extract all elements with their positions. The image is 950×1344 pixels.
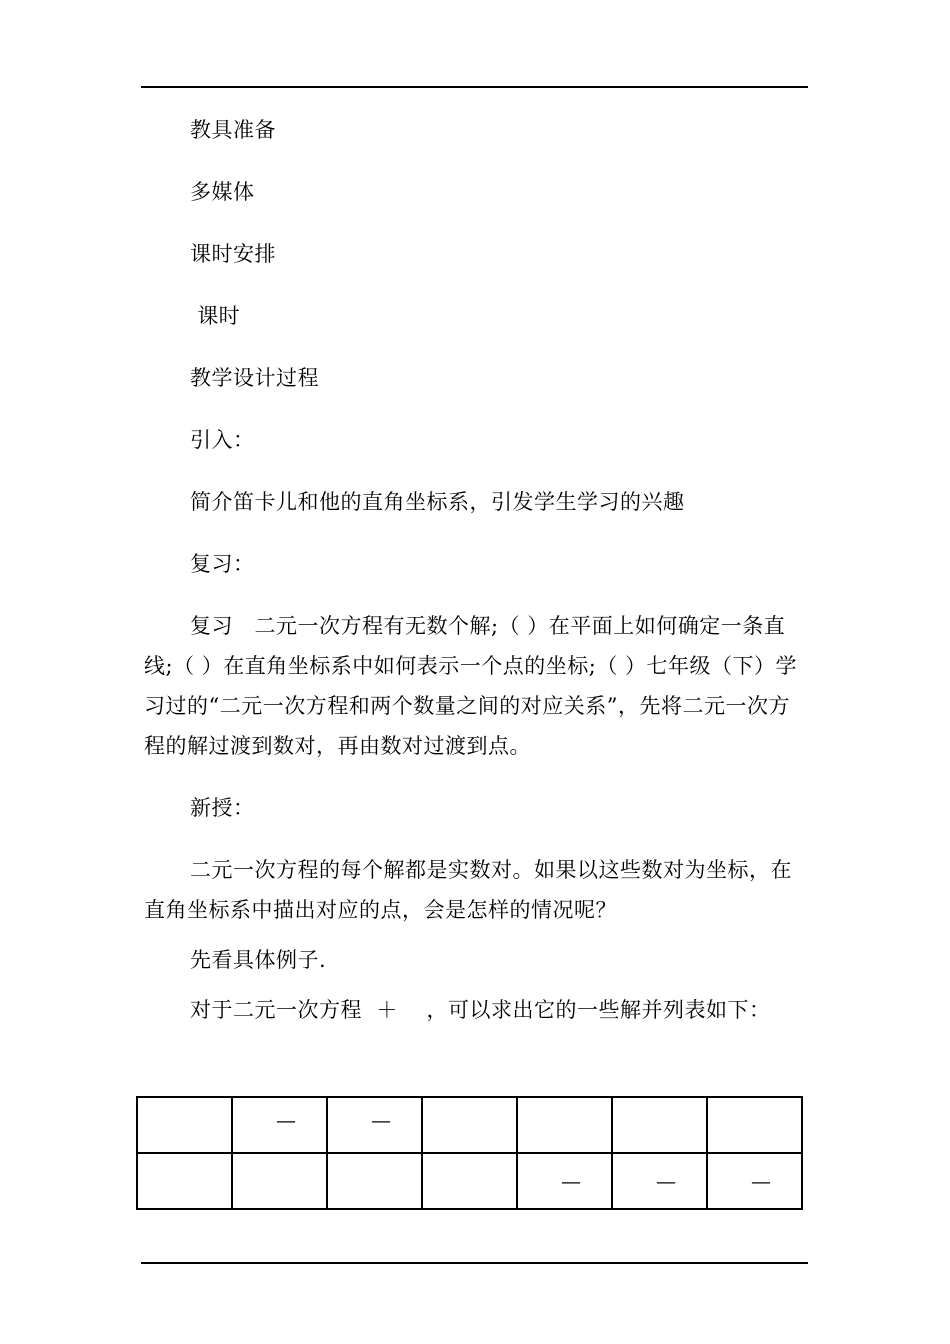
table-row (137, 1153, 802, 1209)
table-cell (232, 1153, 327, 1209)
new-lesson-text: 二元一次方程的每个解都是实数对。如果以这些数对为坐标，在直角坐标系中描出对应的点，会是怎样的情况呢？ (144, 858, 792, 922)
review-text: 复习 二元一次方程有无数个解;（ ）在平面上如何确定一条直线;（ ）在直角坐标系中如何表示一个点的坐标;（ ）七年级（下）学习过的“二元一次方程和两个数量之间的对应关系”，先将二元一次方程的解过渡到数对，再由数对过渡到点。 (144, 614, 797, 758)
lesson-schedule-value: 课时 (190, 304, 241, 328)
document-body (144, 110, 809, 1052)
heading-introduction: 引入： (190, 428, 255, 452)
table-cell (422, 1097, 517, 1153)
table-cell (612, 1097, 707, 1153)
heading-lesson-schedule: 课时安排 (190, 242, 276, 266)
table-cell: — (517, 1153, 612, 1209)
table-cell: — (327, 1097, 422, 1153)
table-cell (707, 1097, 802, 1153)
heading-design-process: 教学设计过程 (190, 366, 319, 390)
table-cell (137, 1153, 232, 1209)
table-cell: — (232, 1097, 327, 1153)
heading-teaching-aids: 教具准备 (190, 118, 276, 142)
heading-review: 复习： (190, 552, 255, 576)
table-cell: — (707, 1153, 802, 1209)
table-row (137, 1097, 802, 1153)
table-cell (517, 1097, 612, 1153)
teaching-aids-value: 多媒体 (190, 180, 255, 204)
header-rule (141, 86, 808, 88)
solution-table (136, 1096, 803, 1210)
footer-rule (141, 1262, 808, 1264)
heading-new-lesson: 新授： (190, 796, 255, 820)
table-cell (327, 1153, 422, 1209)
example-intro: 先看具体例子. (190, 948, 327, 972)
equation-intro: 对于二元一次方程 ＋ ，可以求出它的一些解并列表如下： (190, 998, 771, 1022)
introduction-text: 简介笛卡儿和他的直角坐标系，引发学生学习的兴趣 (190, 490, 685, 514)
table-cell (137, 1097, 232, 1153)
table-cell: — (612, 1153, 707, 1209)
table-cell (422, 1153, 517, 1209)
